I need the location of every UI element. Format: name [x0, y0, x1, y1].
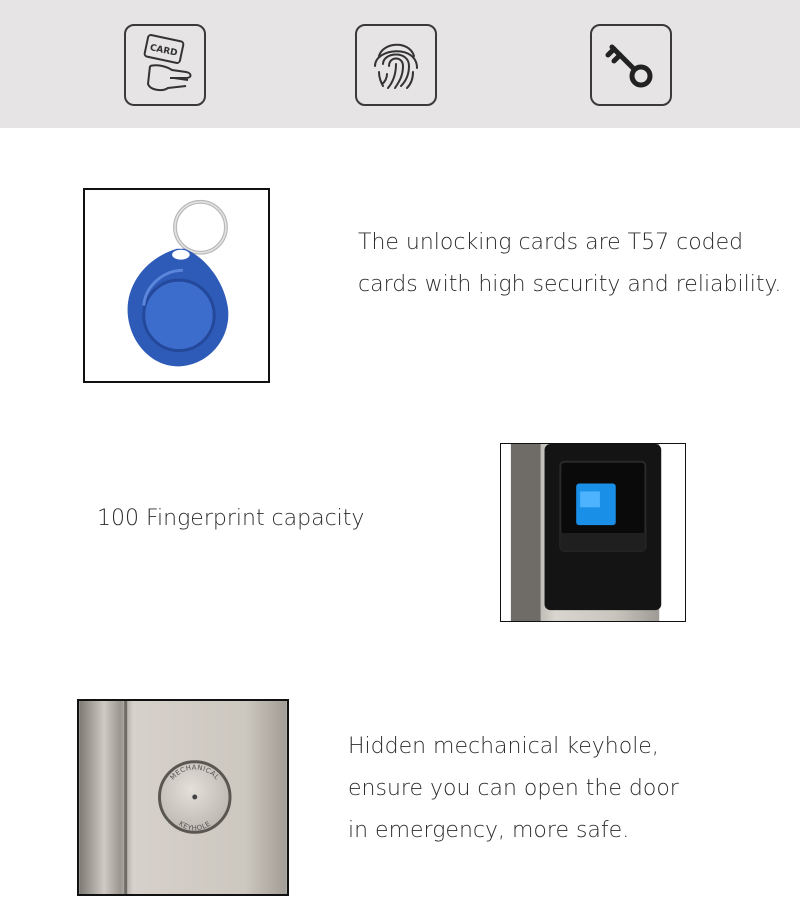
keyhole-description-line-2: ensure you can open the door: [348, 776, 679, 801]
fingerprint-description: [97, 498, 364, 540]
keyhole-bottom-label: KEYHOLE: [177, 819, 213, 833]
keyhole-description: [348, 726, 679, 852]
mechanical-keyhole-photo: [77, 699, 289, 896]
keyfob-description-line-1: The unlocking cards are T57 coded: [358, 230, 744, 255]
keyhole-description-line-3: in emergency, more safe.: [348, 818, 630, 843]
keyhole-description-line-1: Hidden mechanical keyhole,: [348, 734, 659, 759]
keyfob-description: [358, 222, 781, 306]
keyfob-description-line-2: cards with high security and reliability.: [358, 272, 782, 297]
key-icon: [590, 24, 672, 106]
keyhole-top-label: MECHANICAL: [168, 763, 222, 782]
card-icon-label: CARD: [148, 43, 179, 59]
fingerprint-description-line-1: 100 Fingerprint capacity: [97, 506, 365, 531]
card-icon: [124, 24, 206, 106]
rfid-keyfob-photo: [83, 188, 270, 383]
fingerprint-reader-photo: [500, 443, 686, 622]
fingerprint-icon: [355, 24, 437, 106]
